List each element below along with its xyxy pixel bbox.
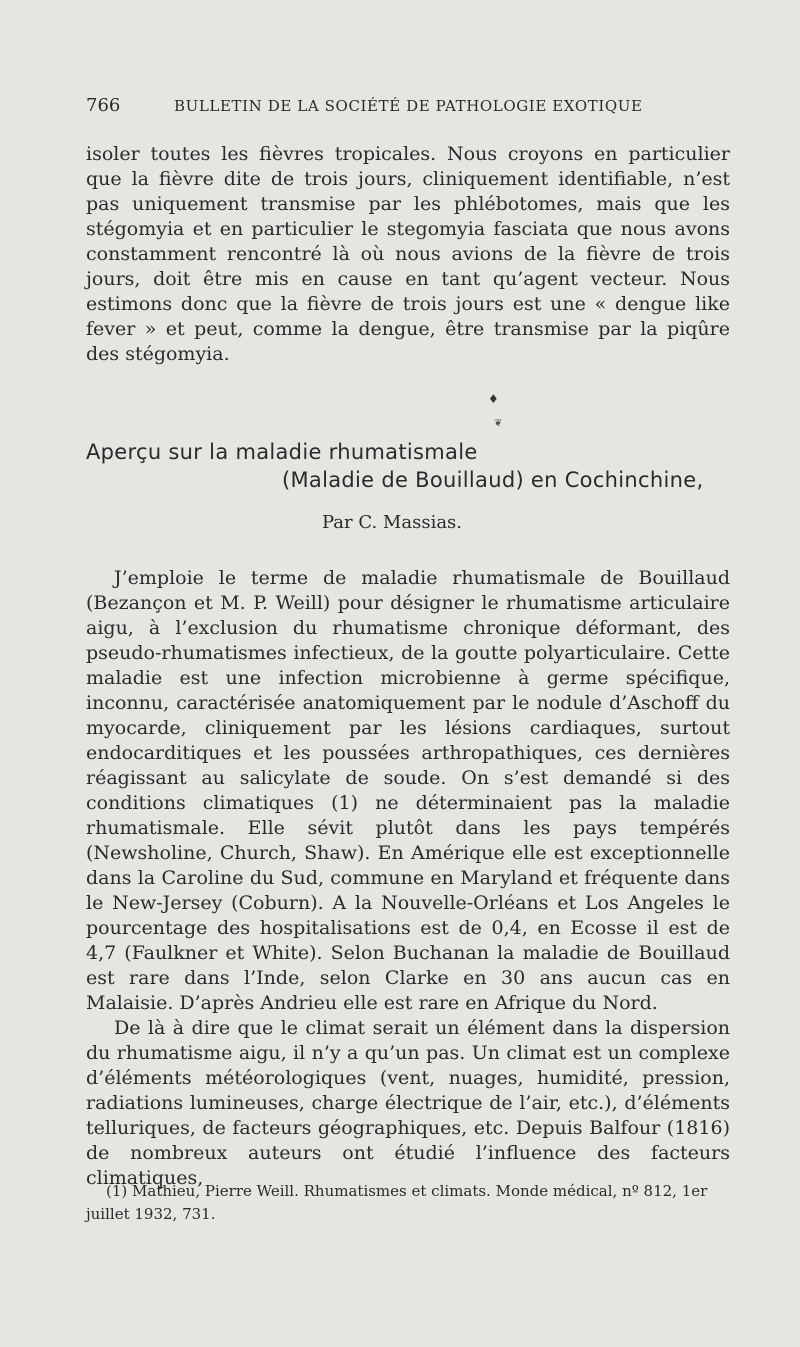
page-number: 766	[86, 95, 121, 116]
body-paragraph-2: De là à dire que le climat serait un élément dans la dispersion du rhumatisme aigu, il n’y a qu’un pas. Un climat est un complexe d’éléments météorologiques (vent, nuages, humidité, pression, radiations lumineuses, charge électrique de l’air, etc.), d’éléments telluriques, de facteurs géographiques, etc. Depuis Balfour (1816) de nombreux auteurs ont étudié l’influence des facteurs climatiques,	[86, 1017, 730, 1189]
section-ornament-small-icon: ❦	[494, 418, 503, 429]
article-byline: Par C. Massias.	[322, 512, 463, 533]
footnote-text: (1) Mathieu, Pierre Weill. Rhumatismes et climats. Monde médical, nº 812, 1er juillet 1932, 731.	[86, 1182, 708, 1223]
intro-paragraph-block	[86, 142, 730, 367]
article-body	[86, 566, 730, 1191]
body-paragraph-1: J’emploie le terme de maladie rhumatismale de Bouillaud (Bezançon et M. P. Weill) pour désigner le rhumatisme articulaire aigu, à l’exclusion du rhumatisme chronique déformant, des pseudo-rhumatismes infectieux, de la goutte polyarticulaire. Cette maladie est une infection microbienne à germe spécifique, inconnu, caractérisée anatomiquement par le nodule d’Aschoff du myocarde, cliniquement par les lésions cardiaques, surtout endocarditiques et les poussées arthropathiques, ces dernières réagissant au salicylate de soude. On s’est demandé si des conditions climatiques (1) ne déterminaient pas la maladie rhumatismale. Elle sévit plutôt dans les pays tempérés (Newsholine, Church, Shaw). En Amérique elle est exceptionnelle dans la Caroline du Sud, commune en Maryland et fréquente dans le New-Jersey (Coburn). A la Nouvelle-Orléans et Los Angeles le pourcentage des hospitalisations est de 0,4, en Ecosse il est de 4,7 (Faulkner et White). Selon Buchanan la maladie de Bouillaud est rare dans l’Inde, selon Clarke en 30 ans aucun cas en Malaisie. D’après Andrieu elle est rare en Afrique du Nord.	[86, 567, 730, 1014]
intro-paragraph: isoler toutes les fièvres tropicales. Nous croyons en particulier que la fièvre dite de trois jours, cliniquement identifiable, n’est pas uniquement transmise par les phlébotomes, mais que les stégomyia et en particulier le stegomyia fasciata que nous avons constamment rencontré là où nous avions de la fièvre de trois jours, doit être mis en cause en tant qu’agent vecteur. Nous estimons donc que la fièvre de trois jours est une « dengue like fever » et peut, comme la dengue, être transmise par la piqûre des stégomyia.	[86, 143, 730, 365]
footnote	[86, 1180, 730, 1226]
running-head: BULLETIN DE LA SOCIÉTÉ DE PATHOLOGIE EXOTIQUE	[174, 97, 643, 115]
section-ornament-icon: ♦	[488, 392, 499, 406]
article-title-line2: (Maladie de Bouillaud) en Cochinchine,	[282, 468, 704, 492]
page-header	[86, 95, 726, 123]
article-title-line1: Aperçu sur la maladie rhumatismale	[86, 440, 478, 464]
